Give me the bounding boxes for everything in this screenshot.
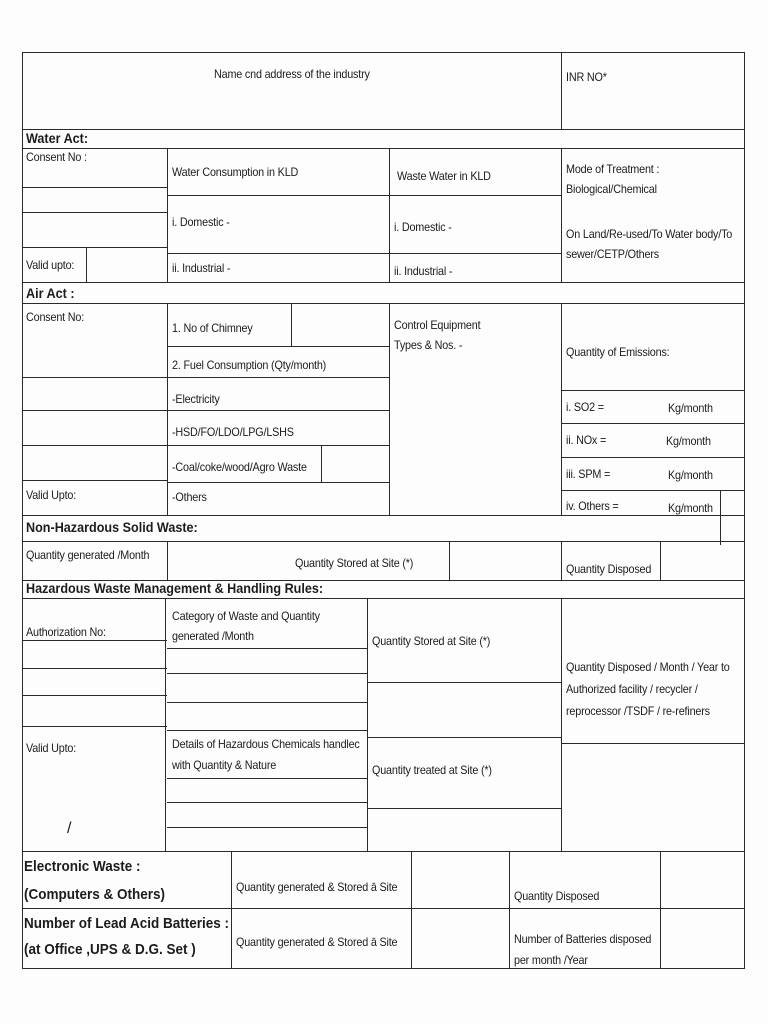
air-valid-upto-label: Valid Upto: xyxy=(26,488,77,502)
water-domestic-label: i. Domestic - xyxy=(172,215,230,229)
rule-header-bottom xyxy=(22,129,745,130)
rule xyxy=(22,668,167,669)
water-consumption-label: Water Consumption in KLD xyxy=(172,165,299,179)
quantity-emissions-label: Quantity of Emissions: xyxy=(566,345,670,359)
hazardous-heading: Hazardous Waste Management & Handling Rules: xyxy=(26,580,324,596)
others-fuel-label: -Others xyxy=(172,490,207,504)
rule xyxy=(561,52,562,129)
rule-top xyxy=(22,52,745,53)
rule xyxy=(660,541,661,580)
rule xyxy=(86,247,87,282)
rule-right xyxy=(744,52,745,968)
rule xyxy=(367,682,561,683)
air-act-heading: Air Act : xyxy=(26,285,75,301)
haz-valid-upto-label: Valid Upto: xyxy=(26,741,77,755)
batteries-qty-gen-stored-label: Quantity generated & Stored ā Site xyxy=(236,935,398,949)
rule xyxy=(22,377,389,378)
rule xyxy=(561,390,745,391)
control-equipment-label: Control Equipment xyxy=(394,318,481,332)
non-hazardous-heading: Non-Hazardous Solid Waste: xyxy=(26,519,198,535)
electricity-label: -Electricity xyxy=(172,392,220,406)
haz-qty-disposed-label: Quantity Disposed / Month / Year to xyxy=(566,660,730,674)
rule xyxy=(167,778,367,779)
hazardous-chemicals-label-cont: with Quantity & Nature xyxy=(172,758,277,772)
rule xyxy=(561,457,745,458)
rule xyxy=(167,195,561,196)
rule xyxy=(561,423,745,424)
rule xyxy=(22,726,167,727)
water-act-heading: Water Act: xyxy=(26,130,89,146)
rule xyxy=(167,541,168,580)
rule xyxy=(22,187,167,188)
rule xyxy=(167,346,389,347)
rule xyxy=(167,730,367,731)
rule xyxy=(167,253,561,254)
rule-electronic-bottom xyxy=(22,908,745,909)
so2-label: i. SO2 = xyxy=(566,400,604,414)
category-waste-label: Category of Waste and Quantity xyxy=(172,609,320,623)
rule xyxy=(22,480,167,481)
rule xyxy=(367,598,368,851)
rule xyxy=(660,851,661,968)
rule xyxy=(22,445,389,446)
rule xyxy=(389,303,390,515)
mode-treatment-label: Mode of Treatment : xyxy=(566,162,660,176)
rule xyxy=(167,148,168,282)
rule xyxy=(720,490,721,545)
rule xyxy=(389,148,390,282)
batteries-disposed-label-cont: per month /Year xyxy=(514,953,588,967)
rule xyxy=(231,851,232,968)
nox-unit: Kg/month xyxy=(666,434,711,448)
category-waste-label-cont: generated /Month xyxy=(172,629,254,643)
rule xyxy=(167,827,367,828)
rule xyxy=(367,737,561,738)
rule xyxy=(167,482,389,483)
rule xyxy=(561,303,562,515)
authorization-no-label: Authorization No: xyxy=(26,625,106,639)
rule xyxy=(167,702,367,703)
rule xyxy=(561,743,745,744)
rule xyxy=(561,148,562,282)
rule xyxy=(167,648,367,649)
fuel-consumption-label: 2. Fuel Consumption (Qty/month) xyxy=(172,358,327,372)
nonhaz-qty-stored-label: Quantity Stored at Site (*) xyxy=(295,556,414,570)
spm-label: iii. SPM = xyxy=(566,467,611,481)
rule xyxy=(561,490,745,491)
haz-qty-disposed-label-cont2: reprocessor /TSDF / re-refiners xyxy=(566,704,710,718)
electronic-waste-heading: Electronic Waste : xyxy=(24,858,141,875)
name-address-label: Name cnd address of the industry xyxy=(214,67,370,81)
others-emission-unit: Kg/month xyxy=(668,501,713,515)
rule xyxy=(22,410,389,411)
rule-form-bottom xyxy=(22,968,745,969)
wastewater-domestic-label: i. Domestic - xyxy=(394,220,452,234)
rule xyxy=(22,212,167,213)
rule xyxy=(367,808,561,809)
air-consent-no-label: Consent No: xyxy=(26,310,85,324)
rule-air-bottom xyxy=(22,515,745,516)
rule-air-title xyxy=(22,303,745,304)
others-emission-label: iv. Others = xyxy=(566,499,619,513)
control-equipment-types-label: Types & Nos. - xyxy=(394,338,463,352)
so2-unit: Kg/month xyxy=(668,401,713,415)
no-of-chimney-label: 1. No of Chimney xyxy=(172,321,253,335)
rule-nonhaz-title xyxy=(22,541,745,542)
electronic-waste-subheading: (Computers & Others) xyxy=(24,886,166,903)
rule xyxy=(167,673,367,674)
pen-mark: / xyxy=(67,820,72,837)
water-industrial-label: ii. Industrial - xyxy=(172,261,231,275)
rule xyxy=(411,851,412,968)
rule-haz-bottom xyxy=(22,851,745,852)
rule xyxy=(165,598,166,851)
spm-unit: Kg/month xyxy=(668,468,713,482)
rule xyxy=(22,247,167,248)
coal-label: -Coal/coke/wood/Agro Waste xyxy=(172,460,307,474)
rule-water-title xyxy=(22,148,745,149)
ewaste-qty-gen-stored-label: Quantity generated & Stored ā Site xyxy=(236,880,398,894)
inr-no-label: INR NO* xyxy=(566,70,607,84)
batteries-subheading: (at Office ,UPS & D.G. Set ) xyxy=(24,941,196,958)
rule xyxy=(561,598,562,851)
mode-treatment-options: Biological/Chemical xyxy=(566,182,657,196)
hsd-label: -HSD/FO/LDO/LPG/LSHS xyxy=(172,425,294,439)
rule xyxy=(167,303,168,515)
rule-left xyxy=(22,52,23,968)
nox-label: ii. NOx = xyxy=(566,433,607,447)
haz-qty-stored-label: Quantity Stored at Site (*) xyxy=(372,634,491,648)
water-consent-no-label: Consent No : xyxy=(26,150,87,164)
nonhaz-qty-disposed-label: Quantity Disposed xyxy=(566,562,652,576)
ewaste-qty-disposed-label: Quantity Disposed xyxy=(514,889,600,903)
rule xyxy=(509,851,510,968)
waste-water-label: Waste Water in KLD xyxy=(397,169,491,183)
rule xyxy=(321,445,322,482)
hazardous-chemicals-label: Details of Hazardous Chemicals handlec xyxy=(172,737,360,751)
haz-qty-disposed-label-cont: Authorized facility / recycler / xyxy=(566,682,698,696)
water-valid-upto-label: Valid upto: xyxy=(26,258,75,272)
disposal-route-label-cont: sewer/CETP/Others xyxy=(566,247,659,261)
rule xyxy=(449,541,450,580)
disposal-route-label: On Land/Re-used/To Water body/To xyxy=(566,227,733,241)
batteries-heading: Number of Lead Acid Batteries : xyxy=(24,915,230,932)
rule xyxy=(561,541,562,580)
nonhaz-qty-generated-label: Quantity generated /Month xyxy=(26,548,150,562)
rule xyxy=(167,802,367,803)
rule-haz-title xyxy=(22,598,745,599)
haz-qty-treated-label: Quantity treated at Site (*) xyxy=(372,763,492,777)
rule-water-bottom xyxy=(22,282,745,283)
rule xyxy=(291,303,292,346)
batteries-disposed-label: Number of Batteries disposed xyxy=(514,932,652,946)
wastewater-industrial-label: ii. Industrial - xyxy=(394,264,453,278)
rule xyxy=(22,695,167,696)
